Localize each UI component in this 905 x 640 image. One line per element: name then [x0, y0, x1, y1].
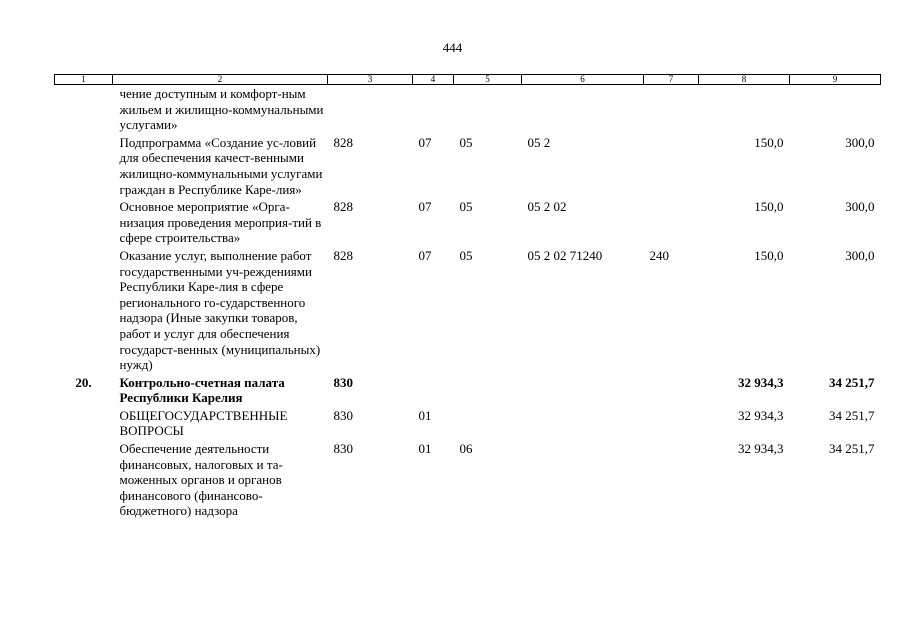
row-number-cell: 20. — [75, 374, 92, 390]
row-number-cell — [55, 408, 113, 441]
ministry-code-cell: 828 — [333, 199, 353, 215]
table-row — [55, 441, 881, 521]
expense-type-cell — [644, 199, 699, 248]
column-number-1: 1 — [55, 75, 113, 85]
amount-year2-cell: 300,0 — [845, 199, 875, 215]
amount-year1-cell: 32 934,3 — [738, 441, 784, 457]
subsection-code-cell — [454, 375, 522, 408]
amount-year2-cell: 34 251,7 — [829, 441, 875, 457]
row-number-cell — [55, 248, 113, 375]
table-row — [55, 248, 881, 375]
expense-type-cell: 240 — [649, 247, 669, 263]
expense-type-cell — [644, 85, 699, 135]
column-number-5: 5 — [454, 75, 522, 85]
target-article-cell — [522, 408, 644, 441]
subsection-code-cell: 05 — [459, 134, 473, 150]
expense-type-cell — [644, 441, 699, 521]
table-row — [55, 408, 881, 441]
item-name-cell: Контрольно-счетная палата Республики Карелия — [119, 374, 285, 406]
budget-table-container — [54, 74, 880, 521]
ministry-code-cell: 830 — [333, 407, 353, 423]
section-code-cell: 07 — [418, 134, 432, 150]
amount-year2-cell: 300,0 — [845, 134, 875, 150]
item-name-cell: Обеспечение деятельности финансовых, налоговых и та-моженных органов и органов финансового (финансово-бюджетного) надзора — [119, 441, 283, 519]
target-article-cell: 05 2 — [527, 134, 551, 150]
item-name-cell: Подпрограмма «Создание ус-ловий для обеспечения качест-венными жилищно-коммунальными услугами граждан в Республике Каре-лия» — [119, 134, 323, 197]
amount-year1-cell: 150,0 — [754, 199, 784, 215]
table-row — [55, 199, 881, 248]
subsection-code-cell — [454, 408, 522, 441]
amount-year2-cell: 300,0 — [845, 247, 875, 263]
section-code-cell: 07 — [418, 199, 432, 215]
table-body — [55, 85, 881, 522]
column-number-8: 8 — [699, 75, 790, 85]
ministry-code-cell: 830 — [333, 374, 353, 390]
ministry-code-cell: 828 — [333, 247, 353, 263]
column-number-6: 6 — [522, 75, 644, 85]
row-number-cell — [55, 135, 113, 199]
item-name-cell: ОБЩЕГОСУДАРСТВЕННЫЕ ВОПРОСЫ — [119, 407, 288, 439]
amount-year2-cell: 34 251,7 — [829, 407, 875, 423]
amount-year1-cell: 32 934,3 — [738, 407, 784, 423]
budget-table — [54, 74, 881, 521]
amount-year1-cell — [699, 85, 790, 135]
amount-year1-cell: 150,0 — [754, 247, 784, 263]
row-number-cell — [55, 199, 113, 248]
expense-type-cell — [644, 408, 699, 441]
section-code-cell — [413, 375, 454, 408]
column-number-2: 2 — [113, 75, 328, 85]
item-name-cell: чение доступным и комфорт-ным жильем и жилищно-коммунальными услугами» — [119, 86, 324, 133]
page-number: 444 — [442, 40, 463, 55]
ministry-code-cell: 830 — [333, 441, 353, 457]
target-article-cell — [522, 375, 644, 408]
item-name-cell: Оказание услуг, выполнение работ государственными уч-реждениями Республики Каре-лия в сфере регионального го-сударственного надзора (Иные закупки товаров, работ и услуг для обеспечения государст-венных (муниципальных) нужд) — [119, 247, 321, 373]
column-number-4: 4 — [413, 75, 454, 85]
subsection-code-cell: 06 — [459, 441, 473, 457]
ministry-code-cell — [328, 85, 413, 135]
section-code-cell: 07 — [418, 247, 432, 263]
column-number-row — [55, 75, 881, 85]
subsection-code-cell: 05 — [459, 247, 473, 263]
ministry-code-cell: 828 — [333, 134, 353, 150]
column-number-7: 7 — [644, 75, 699, 85]
target-article-cell: 05 2 02 — [527, 199, 567, 215]
item-name-cell: Основное мероприятие «Орга-низация проведения мероприя-тий в сфере строительства» — [119, 199, 322, 246]
section-code-cell — [413, 85, 454, 135]
table-header — [55, 75, 881, 85]
expense-type-cell — [644, 135, 699, 199]
amount-year2-cell — [790, 85, 881, 135]
target-article-cell — [522, 85, 644, 135]
target-article-cell: 05 2 02 71240 — [527, 247, 603, 263]
section-code-cell: 01 — [418, 441, 432, 457]
amount-year2-cell: 34 251,7 — [829, 374, 875, 390]
row-number-cell — [55, 441, 113, 521]
target-article-cell — [522, 441, 644, 521]
table-row — [55, 85, 881, 135]
row-number-cell — [55, 85, 113, 135]
column-number-9: 9 — [790, 75, 881, 85]
subsection-code-cell — [454, 85, 522, 135]
expense-type-cell — [644, 375, 699, 408]
column-number-3: 3 — [328, 75, 413, 85]
subsection-code-cell: 05 — [459, 199, 473, 215]
amount-year1-cell: 32 934,3 — [738, 374, 784, 390]
amount-year1-cell: 150,0 — [754, 134, 784, 150]
table-row — [55, 135, 881, 199]
table-row — [55, 375, 881, 408]
section-code-cell: 01 — [418, 407, 432, 423]
